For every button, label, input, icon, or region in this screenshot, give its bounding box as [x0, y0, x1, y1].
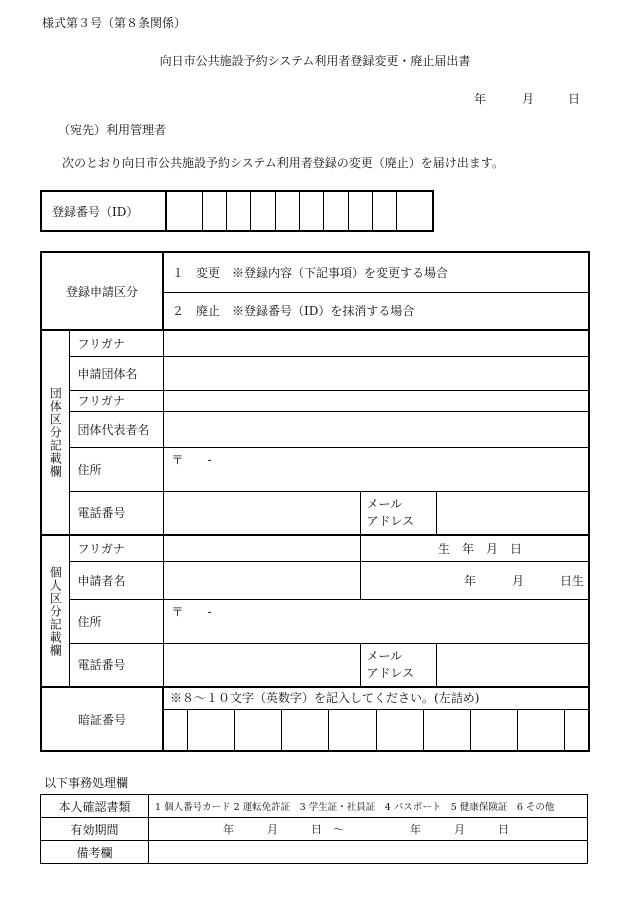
id-doc-label: 本人確認書類 [41, 795, 149, 818]
id-digit-box[interactable] [299, 191, 323, 231]
rep-name-field[interactable] [163, 411, 589, 447]
group-furigana1-field[interactable] [163, 330, 589, 356]
pin-digit-box[interactable] [564, 710, 588, 750]
registration-form [40, 251, 590, 752]
office-table [40, 794, 588, 864]
individual-email-label [360, 643, 436, 687]
validity-field[interactable]: 年 月 日 ～ 年 月 日 [149, 818, 588, 841]
id-digit-box[interactable] [397, 191, 433, 231]
id-table [40, 190, 434, 232]
individual-phone-label: 電話番号 [69, 643, 163, 687]
option-change[interactable]: １ 変更 ※登録内容（下記事項）を変更する場合 [163, 252, 589, 292]
group-section-label: 団体区分記載欄 [41, 330, 69, 535]
id-digit-box[interactable] [324, 191, 348, 231]
pin-digit-box[interactable] [235, 710, 282, 750]
email-label-line2: アドレス [366, 665, 415, 680]
office-heading: 以下事務処理欄 [44, 776, 129, 790]
individual-address-label: 住所 [69, 599, 163, 643]
individual-email-field[interactable] [436, 643, 589, 687]
applicant-name-field[interactable] [163, 561, 360, 599]
id-digit-box[interactable] [251, 191, 275, 231]
email-label-line1: メール [366, 496, 403, 511]
individual-furigana-field[interactable] [163, 535, 360, 561]
id-digit-box[interactable] [227, 191, 251, 231]
org-name-field[interactable] [163, 356, 589, 390]
pin-boxes [164, 710, 588, 750]
group-email-label [360, 491, 436, 535]
id-doc-options[interactable]: 1 個人番号カード 2 運転免許証 3 学生証・社員証 4 パスポート 5 健康保険証 6 その他 [149, 795, 588, 818]
individual-phone-field[interactable] [163, 643, 360, 687]
pin-note: ※８～１０文字（英数字）を記入してください。(左詰め) [164, 688, 588, 710]
intro-text: 次のとおり向日市公共施設予約システム利用者登録の変更（廃止）を届け出ます。 [62, 156, 504, 170]
rep-name-label: 団体代表者名 [69, 411, 163, 447]
pin-digit-box[interactable] [164, 710, 188, 750]
date-month: 月 [522, 92, 535, 106]
option-abolish[interactable]: ２ 廃止 ※登録番号（ID）を抹消する場合 [163, 292, 589, 330]
pin-digit-box[interactable] [188, 710, 235, 750]
group-phone-label: 電話番号 [69, 491, 163, 535]
validity-label: 有効期間 [41, 818, 149, 841]
remarks-label: 備考欄 [41, 841, 149, 864]
id-digit-box[interactable] [202, 191, 226, 231]
pin-digit-box[interactable] [470, 710, 517, 750]
form-number: 様式第３号（第８条関係） [42, 16, 187, 30]
id-digit-box[interactable] [372, 191, 396, 231]
individual-address-field[interactable]: 〒 - [163, 599, 589, 643]
form-title: 向日市公共施設予約システム利用者登録変更・廃止届出書 [159, 54, 471, 68]
org-name-label: 申請団体名 [69, 356, 163, 390]
birth-date-field[interactable]: 年 月 日生 [360, 561, 589, 599]
group-furigana2-label: フリガナ [69, 390, 163, 411]
individual-section-label: 個人区分記載欄 [41, 535, 69, 687]
pin-digit-box[interactable] [329, 710, 376, 750]
id-digit-box[interactable] [275, 191, 299, 231]
pin-digit-box[interactable] [282, 710, 329, 750]
individual-furigana-label: フリガナ [69, 535, 163, 561]
id-digit-box[interactable] [166, 191, 202, 231]
birth-date-header: 生 年 月 日 [360, 535, 589, 561]
id-digit-box[interactable] [348, 191, 372, 231]
pin-cell [163, 687, 589, 751]
date-day: 日 [568, 92, 581, 106]
group-address-label: 住所 [69, 447, 163, 491]
email-label-line1: メール [366, 648, 403, 663]
pin-digit-box[interactable] [517, 710, 564, 750]
applicant-name-label: 申請者名 [69, 561, 163, 599]
email-label-line2: アドレス [366, 513, 415, 528]
group-furigana1-label: フリガナ [69, 330, 163, 356]
pin-digit-box[interactable] [376, 710, 423, 750]
group-furigana2-field[interactable] [163, 390, 589, 411]
pin-label: 暗証番号 [41, 687, 163, 751]
date-year: 年 [474, 92, 487, 106]
id-label: 登録番号（ID） [41, 191, 166, 231]
addressee: （宛先）利用管理者 [58, 123, 167, 137]
group-address-field[interactable]: 〒 - [163, 447, 589, 491]
remarks-field[interactable] [149, 841, 588, 864]
application-type-label: 登録申請区分 [41, 252, 163, 330]
group-email-field[interactable] [436, 491, 589, 535]
pin-digit-box[interactable] [423, 710, 470, 750]
group-phone-field[interactable] [163, 491, 360, 535]
